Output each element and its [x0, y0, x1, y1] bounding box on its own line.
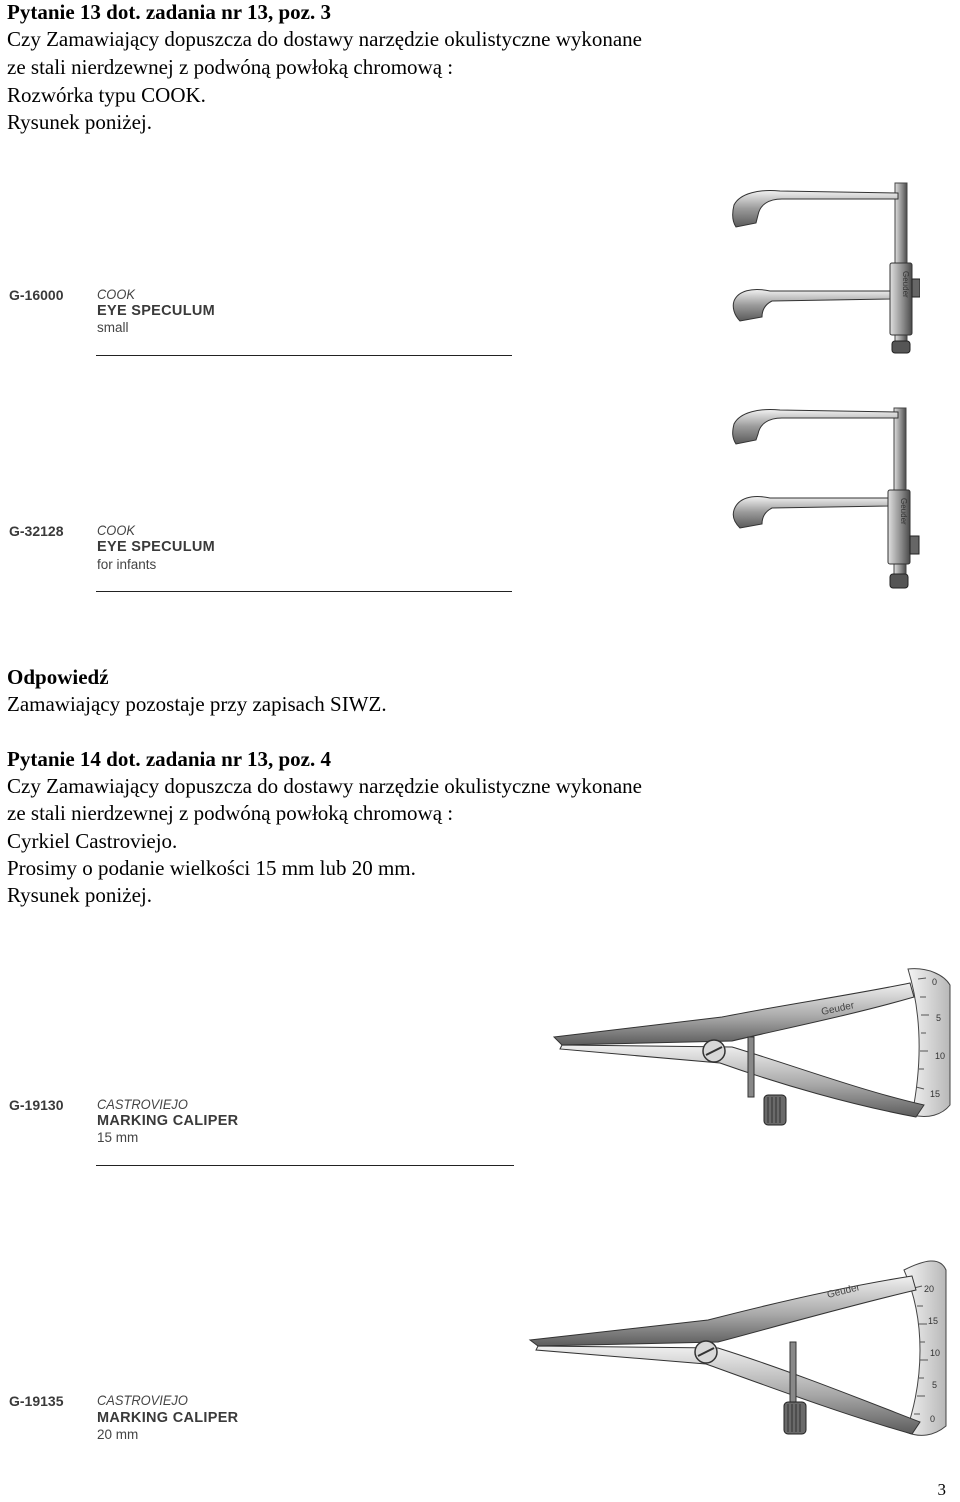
- catalog-code-g19130: G-19130: [9, 1097, 64, 1113]
- question-13-title: Pytanie 13 dot. zadania nr 13, poz. 3: [7, 0, 331, 24]
- catalog-size-15mm: 15 mm: [97, 1130, 139, 1145]
- question-14-line-3: Cyrkiel Castroviejo.: [7, 829, 178, 853]
- catalog-size-small: small: [97, 320, 129, 335]
- catalog-name-castroviejo-2: CASTROVIEJO: [97, 1392, 188, 1408]
- catalog-title-marking-caliper-1: MARKING CALIPER: [97, 1113, 239, 1129]
- catalog-code-g19135: G-19135: [9, 1393, 64, 1409]
- caliper-scale-label: 5: [932, 1380, 938, 1390]
- catalog-divider-1: [96, 355, 512, 356]
- speculum-stamp-1: Geuder: [901, 271, 910, 298]
- question-14-line-2: ze stali nierdzewnej z podwóną powłoką chromową :: [7, 801, 454, 825]
- question-13-line-2: ze stali nierdzewnej z podwóną powłoką chromową :: [7, 55, 454, 79]
- caliper-scale-label: 5: [936, 1013, 942, 1023]
- catalog-title-eye-speculum-2: EYE SPECULUM: [97, 539, 216, 555]
- caliper-stamp-2: Geuder: [826, 1282, 862, 1301]
- question-14-line-5: Rysunek poniżej.: [7, 883, 152, 907]
- question-14-line-1: Czy Zamawiający dopuszcza do dostawy narzędzie okulistyczne wykonane: [7, 774, 643, 798]
- page-number: 3: [937, 1480, 946, 1499]
- catalog-code-g32128: G-32128: [9, 523, 64, 539]
- catalog-size-for-infants: for infants: [97, 557, 157, 572]
- caliper-scale-label: 15: [928, 1316, 939, 1326]
- catalog-code-g16000: G-16000: [9, 287, 64, 303]
- answer-text: Zamawiający pozostaje przy zapisach SIWZ.: [7, 692, 387, 716]
- question-14-line-4: Prosimy o podanie wielkości 15 mm lub 20 mm.: [7, 856, 416, 880]
- catalog-name-cook-1: COOK: [97, 286, 135, 302]
- question-13-line-3: Rozwórka typu COOK.: [7, 83, 206, 107]
- catalog-name-castroviejo-1: CASTROVIEJO: [97, 1096, 188, 1112]
- answer-heading: Odpowiedź: [7, 665, 109, 689]
- caliper-scale-label: 0: [930, 1414, 936, 1424]
- caliper-scale-label: 20: [924, 1284, 935, 1294]
- catalog-size-20mm: 20 mm: [97, 1427, 139, 1442]
- caliper-scale-label: 15: [930, 1089, 941, 1099]
- caliper-scale-label: 10: [930, 1348, 941, 1358]
- catalog-divider-3: [96, 1165, 514, 1166]
- caliper-scale-label: 0: [932, 977, 938, 987]
- marking-caliper-20mm-illustration: [528, 1230, 954, 1460]
- eye-speculum-infants-illustration: [722, 398, 922, 598]
- question-13-line-1: Czy Zamawiający dopuszcza do dostawy narzędzie okulistyczne wykonane: [7, 27, 643, 51]
- speculum-stamp-2: Geuder: [899, 498, 908, 525]
- catalog-title-eye-speculum-1: EYE SPECULUM: [97, 303, 216, 319]
- caliper-stamp-1: Geuder: [820, 1000, 856, 1018]
- catalog-title-marking-caliper-2: MARKING CALIPER: [97, 1410, 239, 1426]
- question-13-line-4: Rysunek poniżej.: [7, 110, 152, 134]
- catalog-name-cook-2: COOK: [97, 522, 135, 538]
- catalog-divider-2: [96, 591, 512, 592]
- eye-speculum-small-illustration: [720, 175, 920, 365]
- caliper-scale-label: 10: [935, 1051, 946, 1061]
- question-14-title: Pytanie 14 dot. zadania nr 13, poz. 4: [7, 747, 331, 771]
- marking-caliper-15mm-illustration: [552, 955, 960, 1155]
